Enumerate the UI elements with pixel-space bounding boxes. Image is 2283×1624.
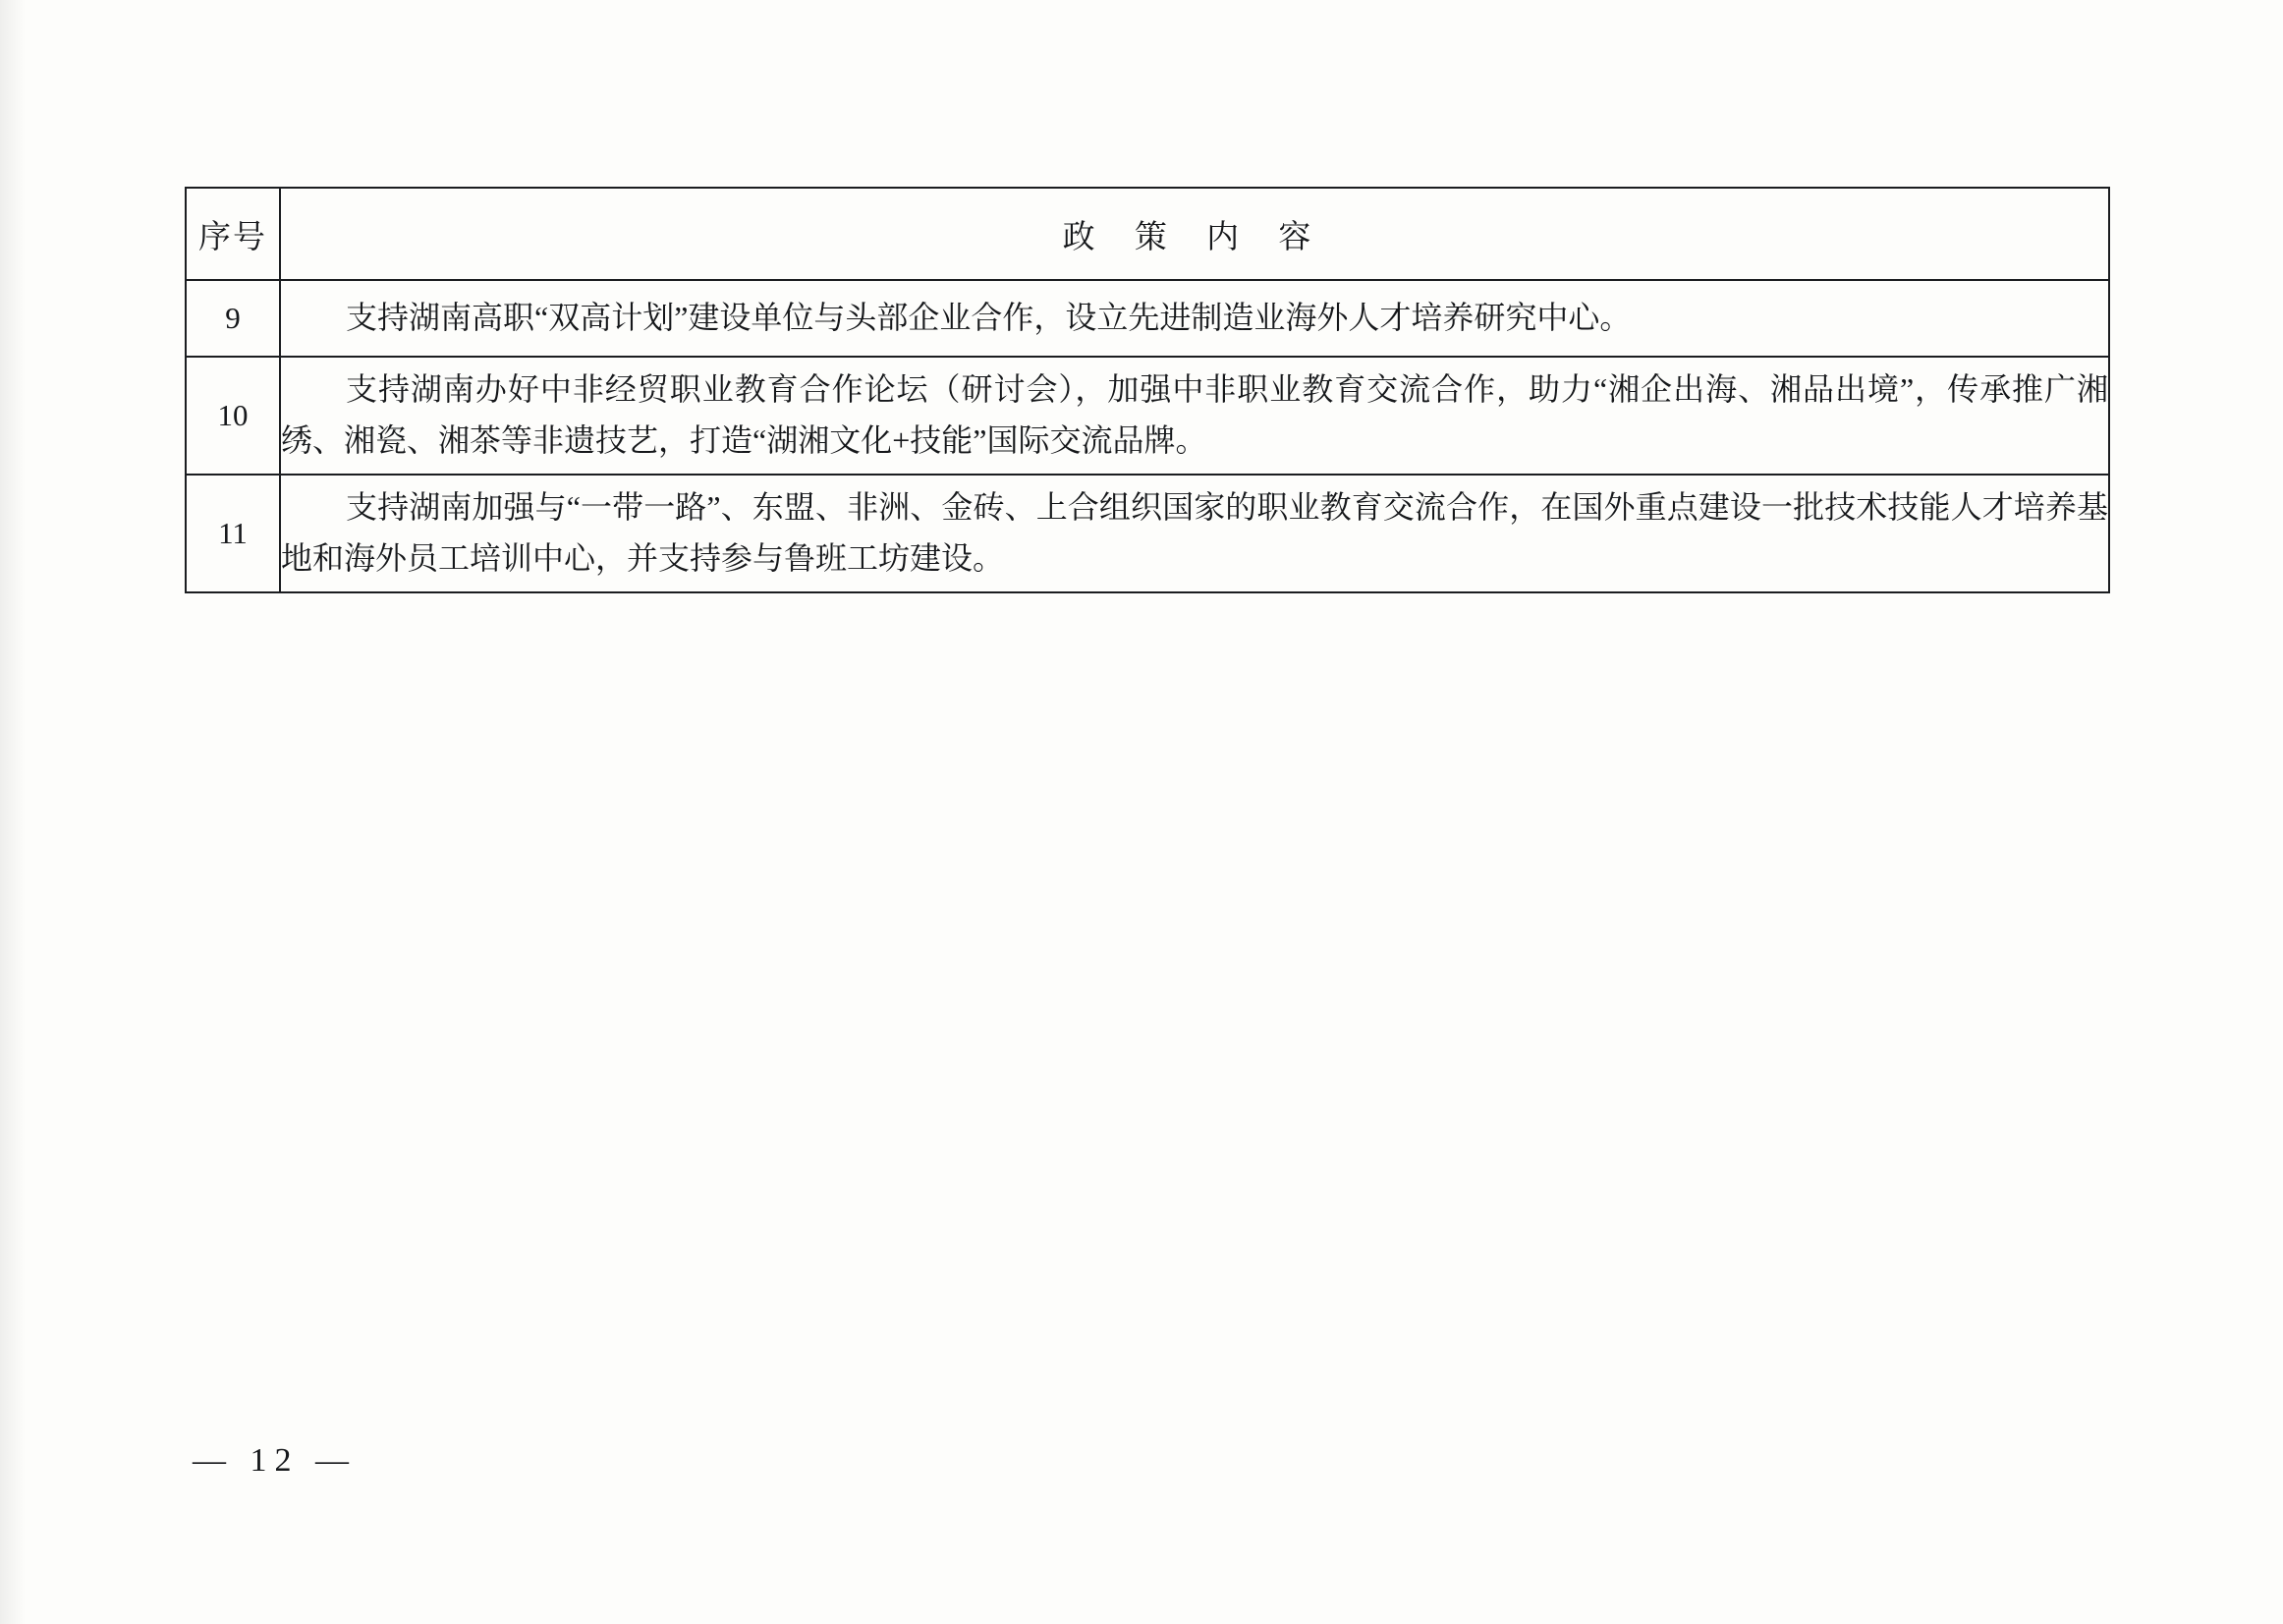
row-policy-content: 支持湖南高职“双高计划”建设单位与头部企业合作，设立先进制造业海外人才培养研究中心。 (280, 280, 2109, 357)
row-sequence-number: 11 (186, 475, 280, 592)
policy-table (185, 187, 2110, 593)
row-policy-content: 支持湖南加强与“一带一路”、东盟、非洲、金砖、上合组织国家的职业教育交流合作，在国外重点建设一批技术技能人才培养基地和海外员工培训中心，并支持参与鲁班工坊建设。 (280, 475, 2109, 592)
column-header-policy-content: 政 策 内 容 (280, 188, 2109, 280)
table-row (186, 280, 2109, 357)
table-row (186, 475, 2109, 592)
table-row (186, 357, 2109, 475)
row-sequence-number: 10 (186, 357, 280, 475)
column-header-sequence-number: 序号 (186, 188, 280, 280)
table-header-row (186, 188, 2109, 280)
row-policy-content: 支持湖南办好中非经贸职业教育合作论坛（研讨会），加强中非职业教育交流合作，助力“湘企出海、湘品出境”，传承推广湘绣、湘瓷、湘茶等非遗技艺，打造“湖湘文化+技能”国际交流品牌。 (280, 357, 2109, 475)
page-number: — 12 — (193, 1442, 357, 1479)
row-sequence-number: 9 (186, 280, 280, 357)
